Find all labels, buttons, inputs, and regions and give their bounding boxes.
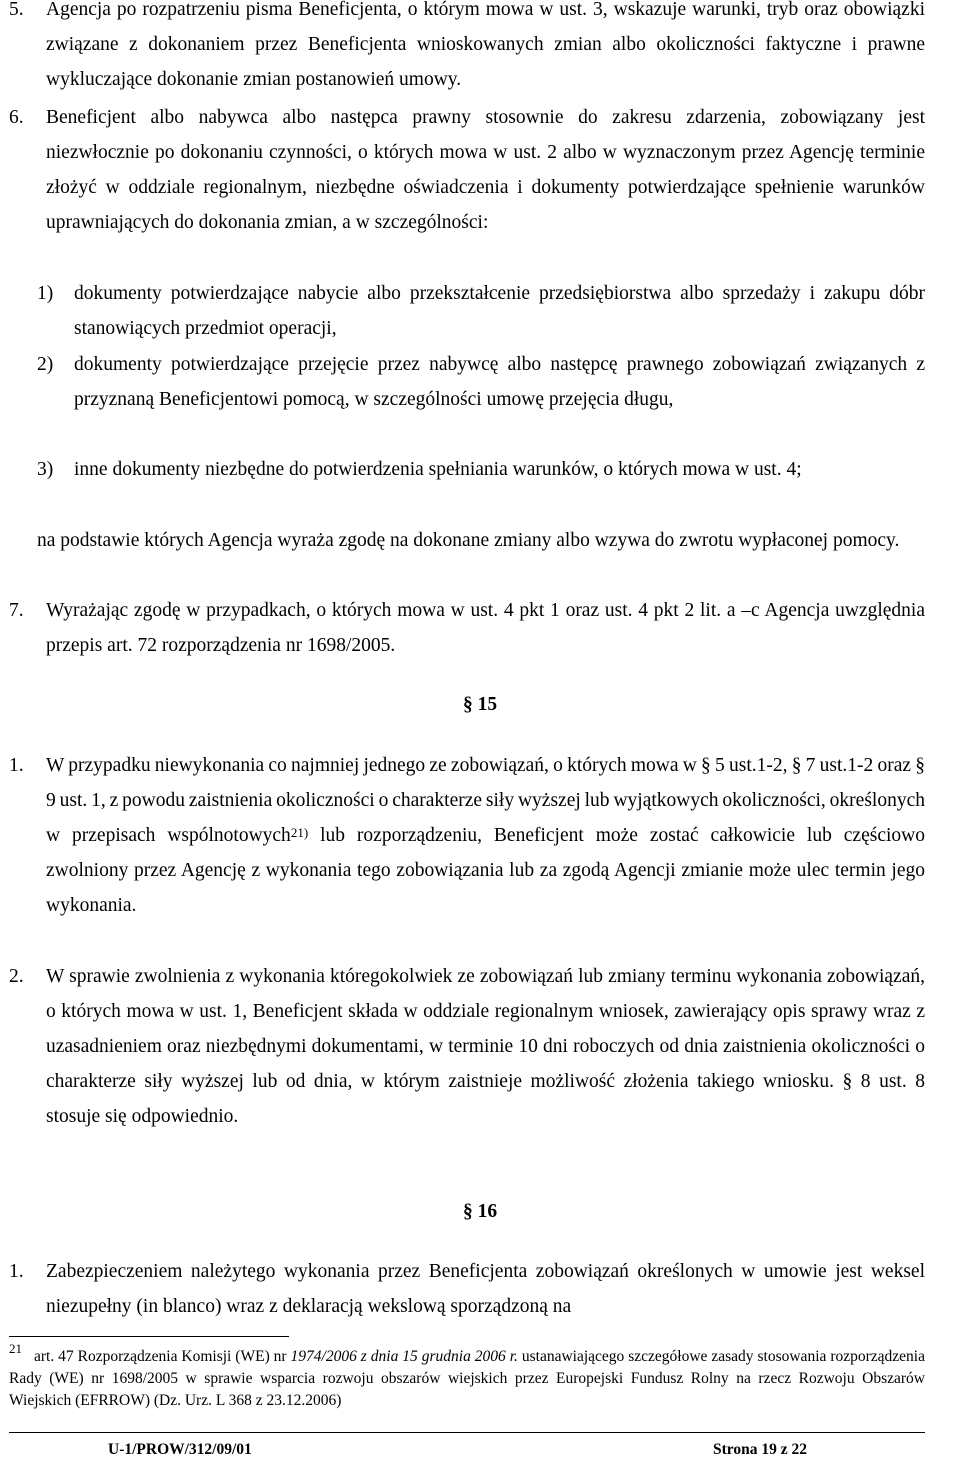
paragraph-text: Zabezpieczeniem należytego wykonania przez Beneficjenta zobowiązań określonych w umowie jest weksel niezupełny (in blanco) wraz z deklaracją wekslową sporządzoną na	[46, 1261, 925, 1317]
paragraph-text: Agencja po rozpatrzeniu pisma Beneficjenta, o którym mowa w ust. 3, wskazuje warunki, tryb oraz obowiązki związane z dokonaniem przez Beneficjenta wnioskowanych zmian albo okoliczności faktyczne i prawne wykluczające dokonanie zmian postanowień umowy.	[46, 0, 925, 90]
list-item-number: 1)	[37, 283, 54, 304]
list-item-number: 2)	[37, 354, 54, 375]
paragraph-text	[46, 748, 925, 923]
list-item	[37, 452, 925, 487]
list-item	[37, 347, 925, 417]
section-number: 16	[477, 1201, 498, 1222]
list-item-text: inne dokumenty niezbędne do potwierdzenia spełniania warunków, o których mowa w ust. 4;	[74, 459, 802, 480]
footnote-mark: 21	[9, 1341, 22, 1356]
section-15-paragraph-1	[9, 748, 925, 923]
section-16-paragraph-1	[9, 1254, 925, 1324]
list-item-text: dokumenty potwierdzające nabycie albo przekształcenie przedsiębiorstwa albo sprzedaży i zakupu dóbr stanowiących przedmiot operacji,	[74, 283, 925, 339]
paragraph-7	[9, 593, 925, 663]
document-code: U-1/PROW/312/09/01	[108, 1441, 252, 1458]
section-symbol: §	[462, 1201, 473, 1222]
footnote-text-italic: 1974/2006 z dnia 15 grudnia 2006 r.	[290, 1348, 518, 1365]
list-item-text: dokumenty potwierdzające przejęcie przez nabywcę albo następcę prawnego zobowiązań związanych z przyznaną Beneficjentowi pomocą, w szczególności umowę przejęcia długu,	[74, 354, 925, 410]
section-symbol: §	[462, 694, 473, 715]
list-item	[37, 276, 925, 346]
footer-divider	[9, 1432, 925, 1433]
paragraph-text: Wyrażając zgodę w przypadkach, o których mowa w ust. 4 pkt 1 oraz ust. 4 pkt 2 lit. a –c Agencja uwzględnia przepis art. 72 rozporządzenia nr 1698/2005.	[46, 600, 925, 656]
paragraph-text-part: lub rozporządzeniu, Beneficjent może zostać całkowicie lub częściowo zwolniony przez Agencję z wykonania tego zobowiązania lub za zgodą Agencji zmianie może ulec termin jego wykonania.	[46, 825, 925, 916]
page-number: Strona 19 z 22	[713, 1441, 808, 1458]
closing-text: na podstawie których Agencja wyraża zgodę na dokonane zmiany albo wzywa do zwrotu wypłaconej pomocy.	[37, 530, 900, 551]
footnote-text-part: art. 47 Rozporządzenia Komisji (WE) nr	[34, 1348, 291, 1365]
footnote-reference: 21)	[290, 825, 309, 840]
paragraph-text-part: W przypadku niewykonania co najmniej jednego ze zobowiązań, o których mowa w § 5 ust.1-2, § 7 ust.1-2 oraz § 9 ust. 1, z powodu zaistnienia okoliczności o charakterze siły wyższej lub wyjątkowych okoliczności, określonych w przepisach wspólnotowych	[46, 755, 925, 846]
paragraph-number: 1.	[9, 1261, 24, 1282]
paragraph-number: 6.	[9, 107, 24, 128]
paragraph-text: W sprawie zwolnienia z wykonania któregokolwiek ze zobowiązań lub zmiany terminu wykonania zobowiązań, o których mowa w ust. 1, Beneficjent składa w oddziale regionalnym wniosek, zawierający opis sprawy wraz z uzasadnieniem oraz niezbędnymi dokumentami, w terminie 10 dni roboczych od dnia zaistnienia okoliczności o charakterze siły wyższej lub od dnia, w którym zaistnieje możliwość złożenia takiego wniosku. § 8 ust. 8 stosuje się odpowiednio.	[46, 966, 925, 1127]
paragraph-5	[9, 0, 925, 97]
paragraph-text: Beneficjent albo nabywca albo następca prawny stosownie do zakresu zdarzenia, zobowiązany jest niezwłocznie po dokonaniu czynności, o których mowa w ust. 2 albo w wyznaczonym przez Agencję terminie złożyć w oddziale regionalnym, niezbędne oświadczenia i dokumenty potwierdzające spełnienie warunków uprawniających do dokonania zmian, a w szczególności:	[46, 107, 925, 233]
paragraph-number: 2.	[9, 966, 24, 987]
list-item-number: 3)	[37, 459, 54, 480]
paragraph-number: 5.	[9, 0, 24, 20]
section-15-paragraph-2	[9, 959, 925, 1134]
paragraph-6-closing	[37, 523, 925, 558]
section-heading-15	[0, 694, 960, 716]
footnote-text-part: ustanawiającego szczegółowe zasady stosowania rozporządzenia Rady (WE) nr 1698/2005 w sprawie wsparcia rozwoju obszarów wiejskich przez Europejski Fundusz Rolny na rzecz Rozwoju Obszarów Wiejskich (EFRROW) (Dz. Urz. L 368 z 23.12.2006)	[9, 1348, 925, 1409]
paragraph-number: 1.	[9, 755, 24, 776]
paragraph-number: 7.	[9, 600, 24, 621]
footnote	[9, 1341, 925, 1412]
paragraph-6	[9, 100, 925, 240]
section-heading-16	[0, 1201, 960, 1223]
footnote-divider	[9, 1336, 289, 1337]
section-number: 15	[477, 694, 498, 715]
